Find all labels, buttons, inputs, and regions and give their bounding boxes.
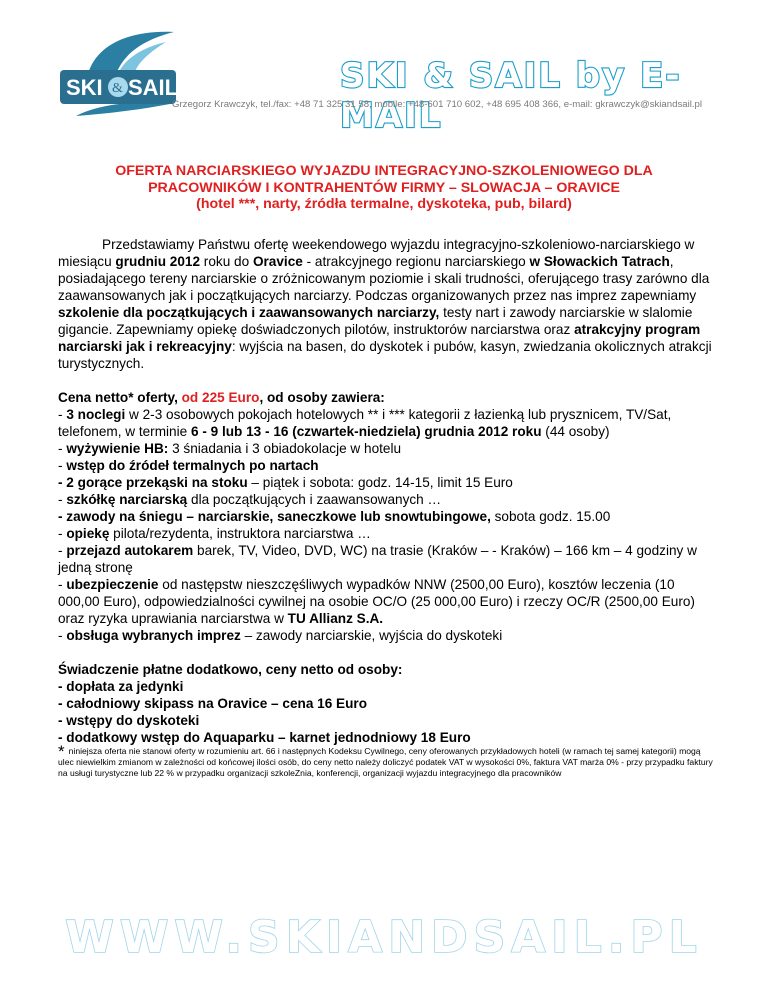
item-bold: ubezpieczenie [66,577,159,592]
extras-item [58,678,718,695]
intro-text: , posiadającego tereny narciarskie o zróżnicowanym poziomie i skali trudności, oferującego trasy zarówno dla zaawansowanych jak i początkujących narciarzy. Podczas organizowanych przez nas imprez zapewniamy [58,254,710,303]
price-item-care: - opiekę pilota/rezydenta, instruktora narciarstwa … [58,526,371,541]
item-bold: wyżywienie HB: [66,441,169,456]
intro-paragraph [58,236,718,372]
item-bold: - zawody na śniegu – narciarskie, saneczkowe lub snowtubingowe, [58,509,491,524]
item-bold: opiekę [66,526,110,541]
item-text: od następstw nieszczęśliwych wypadków NNW (2500,00 Euro), kosztów leczenia (10 000,00 Euro), odpowiedzialności cywilnej na osobie OC/O (25 000,00 Euro) i rzeczy OC/R (2500,00 Euro) oraz ryzyka uprawiania narciarstwa w [58,577,695,626]
footnote-text: niniejsza oferta nie stanowi oferty w rozumieniu art. 66 i następnych Kodeksu Cywilnego, ceny oferowanych przykładowych hoteli (w ramach tej samej kategorii) mogą ulec niewielkim zmianom w zależności od końcowej ilości osób, do ceny netto należy doliczyć podatek VAT w wysokości 0%, faktura VAT marża 0% - przy przypadku faktury na usługi turystyczne lub 22 % w przypadku organizacji szkoleZnia, konferencji, organizacji wyjazdu integracyjnego dla pracowników [58,746,713,778]
logo-text-ski: SKI [66,75,103,100]
footnote [58,742,718,779]
price-lead-end: , od osoby zawiera: [259,390,385,405]
intro-text: Przedstawiamy Państwu ofertę weekendowego wyjazdu integracyjno-szkoleniowo-narciarskiego w miesiącu [58,237,695,269]
price-item-transport: - przejazd autokarem barek, TV, Video, DVD, WC) na trasie (Kraków – - Kraków) – 166 km – 4 godziny w jedną stronę [58,543,697,575]
item-bold: - 2 gorące przekąski na stoku [58,475,248,490]
extras-heading [58,661,718,678]
price-item-thermal: - wstęp do źródeł termalnych po nartach [58,458,319,473]
item-insurer: TU Allianz S.A. [287,611,384,626]
item-text: barek, TV, Video, DVD, WC) na trasie (Kraków – - Kraków) – 166 km – 4 godziny w jedną stronę [58,543,697,575]
extras-item-text: - wstępy do dyskoteki [58,713,200,728]
item-text: sobota godz. 15.00 [490,509,611,524]
headline-line-2: PRACOWNIKÓW I KONTRAHENTÓW FIRMY – SLOWACJA – ORAVICE [148,179,620,196]
item-dates: 6 - 9 lub 13 - 16 (czwartek-niedziela) grudnia 2012 roku [190,424,542,439]
item-bold: wstęp do źródeł termalnych po nartach [66,458,319,473]
item-bold: szkółkę narciarską [66,492,188,507]
intro-text: - atrakcyjnego regionu narciarskiego [302,254,530,269]
price-item-board: - wyżywienie HB: 3 śniadania i 3 obiadokolacje w hotelu [58,441,402,456]
price-item-snacks [58,474,718,491]
item-text: 3 śniadania i 3 obiadokolacje w hotelu [168,441,402,456]
price-heading [58,389,718,406]
item-text: – zawody narciarskie, wyjścia do dyskoteki [240,628,503,643]
intro-program: atrakcyjny program narciarski jak i rekreacyjny [58,322,701,354]
ski-and-sail-logo [58,30,178,120]
intro-training: szkolenie dla początkujących i zaawansowanych narciarzy, [58,305,440,320]
extras-item-text: - całodniowy skipass na Oravice – cena 16 Euro [58,696,368,711]
logo-ampersand: & [112,81,123,96]
price-item-contests [58,508,718,525]
extras-item [58,729,718,746]
intro-text: roku do [200,254,253,269]
price-lead: Cena netto* oferty, [58,390,182,405]
item-bold: 3 noclegi [66,407,126,422]
price-item-ski-school: - szkółkę narciarską dla początkujących i zaawansowanych … [58,492,442,507]
brand-title: SKI & SAIL by E-MAIL [340,56,682,136]
item-text: (44 osoby) [541,424,610,439]
footnote-star: * [58,742,65,761]
extras-heading-text: Świadczenie płatne dodatkowo, ceny netto od osoby: [58,662,403,677]
intro-destination: Oravice [252,254,303,269]
letterhead [0,0,768,140]
offer-headline [60,163,708,213]
contact-line: Grzegorz Krawczyk, tel./fax: +48 71 325 31 58, mobile: +48-601 710 602, +48 695 408 366, e-mail: gkrawczyk@skiandsail.pl [172,99,702,110]
item-text: dla początkujących i zaawansowanych … [187,492,442,507]
price-item-lodging: - 3 noclegi w 2-3 osobowych pokojach hotelowych ** i *** kategorii z łazienką lub prysznicem, TV/Sat, telefonem, w terminie 6 - 9 lub 13 - 16 (czwartek-niedziela) grudnia 2012 roku (44 osoby) [58,407,672,439]
extras-item [58,695,718,712]
website-url[interactable]: WWW.SKIANDSAIL.PL [65,912,703,963]
extras-item-text: - dodatkowy wstęp do Aquaparku – karnet jednodniowy 18 Euro [58,730,471,745]
item-text: – piątek i sobota: godz. 14-15, limit 15 Euro [247,475,513,490]
item-text: w 2-3 osobowych pokojach hotelowych ** i *** kategorii z łazienką lub prysznicem, TV/Sat, telefonem, w terminie [58,407,672,439]
intro-month: grudniu 2012 [115,254,201,269]
logo-text-sail: SAIL [128,75,178,100]
extras-item-text: - dopłata za jedynki [58,679,184,694]
extras-item [58,712,718,729]
headline-line-1: OFERTA NARCIARSKIEGO WYJAZDU INTEGRACYJNO-SZKOLENIOWEGO DLA [115,163,653,179]
intro-text: : wyjścia na basen, do dyskotek i pubów, kasyn, zwiedzania okolicznych atrakcji turystycznych. [58,339,712,371]
price-amount: od 225 Euro [181,390,260,405]
price-item-events: - obsługa wybranych imprez – zawody narciarskie, wyjścia do dyskoteki [58,628,503,643]
headline-line-3: (hotel ***, narty, źródła termalne, dyskoteka, pub, bilard) [196,196,572,212]
item-bold: obsługa wybranych imprez [66,628,241,643]
item-bold: przejazd autokarem [66,543,194,558]
intro-text: testy nart i zawody narciarskie w slalomie gigancie. Zapewniamy opiekę doświadczonych pilotów, instruktorów narciarstwa oraz [58,305,693,337]
price-item-insurance: - ubezpieczenie od następstw nieszczęśliwych wypadków NNW (2500,00 Euro), kosztów leczenia (10 000,00 Euro), odpowiedzialności cywilnej na osobie OC/O (25 000,00 Euro) i rzeczy OC/R (2500,00 Euro) oraz ryzyka uprawiania narciarstwa w TU Allianz S.A. [58,577,695,626]
intro-region: w Słowackich Tatrach [529,254,670,269]
offer-body [58,236,718,779]
item-text: pilota/rezydenta, instruktora narciarstwa … [109,526,371,541]
